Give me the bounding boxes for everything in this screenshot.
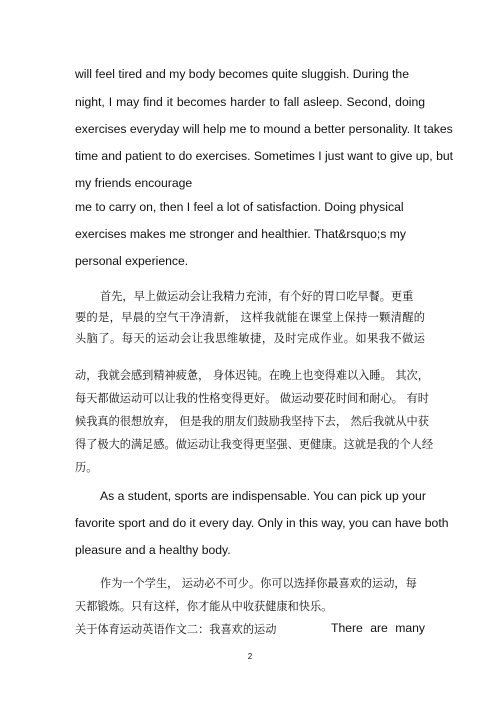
text-line: 动，我就会感到精神疲惫， 身体迟钝。在晚上也变得难以入睡。 其次， [75,369,429,382]
text-line: my friends encourage [75,176,193,190]
text-line: favorite sport and do it every day. Only in this way, you can have both [75,516,449,530]
text-line: 天都锻炼。只有这样，你才能从中收获健康和快乐。 [75,600,333,613]
text-line: night, I may find it becomes harder to fall asleep. Second, doing [75,95,425,109]
essay-heading: 关于体育运动英语作文二：我喜欢的运动 [75,623,277,636]
text-line: 要的是，早晨的空气干净清新， 这样我就能在课堂上保持一颗清醒的 [75,311,425,324]
text-line: 首先，早上做运动会让我精力充沛，有个好的胃口吃早餐。更重 [100,290,414,303]
text-line: pleasure and a healthy body. [75,543,231,557]
text-line: personal experience. [75,254,189,268]
text-line: 作为一个学生， 运动必不可少。你可以选择你最喜欢的运动，每 [100,577,417,590]
text-line: 得了极大的满足感。做运动让我变得更坚强、更健康。这就是我的个人经 [75,438,434,451]
text-line: 候我真的很想放弃， 但是我的朋友们鼓励我坚持下去， 然后我就从中获 [75,415,429,428]
text-line: As a student, sports are indispensable. You can pick up your [100,489,426,503]
text-line [75,621,425,639]
text-line: 每天都做运动可以让我的性格变得更好。 做运动要花时间和耐心。 有时 [75,392,429,405]
page-number: 2 [247,652,253,661]
text-line: 头脑了。每天的运动会让我思维敏捷，及时完成作业。如果我不做运 [75,332,425,345]
text-line: time and patient to do exercises. Sometimes I just want to give up, but [75,149,454,163]
text-line: exercises makes me stronger and healthier. That&rsquo;s my [75,227,407,241]
text-line: will feel tired and my body becomes quite sluggish. During the [75,67,409,81]
text-fragment: There are many [331,621,425,635]
text-line: exercises everyday will help me to mound a better personality. It takes [75,122,453,136]
text-line: me to carry on, then I feel a lot of satisfaction. Doing physical [75,200,404,214]
text-line: 历。 [75,461,98,474]
